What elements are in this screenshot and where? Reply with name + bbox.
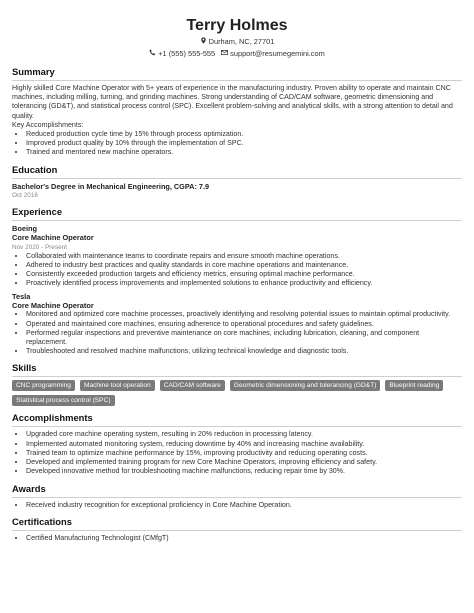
- education-heading: Education: [12, 164, 462, 179]
- email-item: [221, 48, 325, 60]
- job-entry: [12, 292, 462, 357]
- list-item: • Operated and maintained core machines, ensuring adherence to operational procedures and safety guidelines.: [26, 320, 462, 329]
- candidate-name: Terry Holmes: [186, 17, 288, 34]
- list-item: • Performed regular inspections and preventive maintenance on core machines, including lubrication, cleaning, and component replacement.: [26, 329, 462, 347]
- location-text: Durham, NC, 27701: [208, 37, 275, 46]
- awards-bullets: [12, 501, 462, 510]
- skills-list: [12, 380, 462, 406]
- skill-tag: Statistical process control (SPC): [12, 395, 115, 406]
- certifications-heading: Certifications: [12, 516, 462, 531]
- accomplishments-heading: Accomplishments: [12, 412, 462, 427]
- experience-heading: Experience: [12, 206, 462, 221]
- summary-section: [12, 66, 462, 158]
- list-item: • Consistently exceeded production targets and efficiency metrics, ensuring optimal machine performance.: [26, 270, 462, 279]
- company-name: Boeing: [12, 224, 38, 234]
- key-accomplishments-label: Key Accomplishments:: [12, 120, 84, 129]
- accomplishments-bullets: [12, 430, 462, 476]
- list-item: • Proactively identified process improvements and implemented solutions to enhance productivity and efficiency.: [26, 279, 462, 288]
- list-item: • Upgraded core machine operating system, resulting in 20% reduction in processing latency.: [26, 430, 462, 439]
- list-item: • Implemented automated monitoring system, reducing downtime by 40% and increasing machine availability.: [26, 440, 462, 449]
- list-item: • Certified Manufacturing Technologist (CMfgT): [26, 534, 462, 543]
- list-item: • Trained and mentored new machine operators.: [26, 148, 462, 157]
- phone-item: [149, 48, 215, 60]
- list-item: • Collaborated with maintenance teams to coordinate repairs and ensure smooth machine operations.: [26, 252, 462, 261]
- skill-tag: Machine tool operation: [80, 380, 155, 391]
- email-text[interactable]: support@resumegemini.com: [230, 49, 325, 58]
- skill-tag: Blueprint reading: [385, 380, 443, 391]
- job-role: Core Machine Operator: [12, 233, 94, 243]
- experience-section: [12, 206, 462, 356]
- job-bullets: [12, 310, 462, 356]
- job-date: Nov 2020 - Present: [12, 243, 68, 251]
- list-item: • Monitored and optimized core machine processes, proactively identifying and resolving potential issues to maintain optimal productivity.: [26, 310, 462, 319]
- list-item: • Developed and implemented training program for new Core Machine Operators, improving efficiency and safety.: [26, 458, 462, 467]
- list-item: • Trained team to optimize machine performance by 15%, improving productivity and reducing operating costs.: [26, 449, 462, 458]
- skills-section: [12, 362, 462, 406]
- list-item: • Troubleshooted and resolved machine malfunctions, utilizing technical knowledge and diagnostic tools.: [26, 347, 462, 356]
- certifications-bullets: [12, 534, 462, 543]
- summary-heading: Summary: [12, 66, 462, 81]
- awards-heading: Awards: [12, 483, 462, 498]
- education-section: [12, 164, 462, 200]
- list-item: • Improved product quality by 10% through the implementation of SPC.: [26, 139, 462, 148]
- accomplishments-section: [12, 412, 462, 476]
- contact-info: [12, 36, 462, 60]
- job-entry: [12, 224, 462, 289]
- email-icon: [221, 49, 228, 56]
- job-role: Core Machine Operator: [12, 301, 94, 311]
- list-item: • Adhered to industry best practices and quality standards in core machine operations and maintenance.: [26, 261, 462, 270]
- list-item: • Developed innovative method for troubleshooting machine malfunctions, reducing repair time by 30%.: [26, 467, 462, 476]
- phone-icon: [149, 49, 156, 56]
- skill-tag: Geometric dimensioning and tolerancing (GD&T): [230, 380, 381, 391]
- phone-email-row: [12, 48, 462, 60]
- skills-heading: Skills: [12, 362, 462, 377]
- list-item: • Received industry recognition for exceptional proficiency in Core Machine Operation.: [26, 501, 462, 510]
- map-pin-icon: [200, 37, 207, 44]
- company-name: Tesla: [12, 291, 31, 301]
- certifications-section: [12, 516, 462, 543]
- job-bullets: [12, 252, 462, 289]
- summary-text: Highly skilled Core Machine Operator with 5+ years of experience in the manufacturing industry. Proven ability to operate and maintain CNC machines, including milling, turning, and grinding machines. Strong understanding of CAD/CAM software, geometric dimensioning and tolerancing (GD&T), and statistical process control (SPC). Excellent problem-solving and analytical skills, with a strong attention to detail and quality.: [12, 84, 453, 120]
- phone-text[interactable]: +1 (555) 555-555: [158, 49, 216, 58]
- degree: Bachelor's Degree in Mechanical Engineering, CGPA: 7.9: [12, 181, 210, 191]
- skill-tag: CAD/CAM software: [160, 380, 225, 391]
- location-item: [200, 36, 275, 48]
- awards-section: [12, 483, 462, 510]
- list-item: • Reduced production cycle time by 15% through process optimization.: [26, 130, 462, 139]
- education-date: Oct 2016: [12, 192, 38, 200]
- skill-tag: CNC programming: [12, 380, 75, 391]
- location-row: [12, 36, 462, 48]
- summary-bullets: [12, 130, 462, 158]
